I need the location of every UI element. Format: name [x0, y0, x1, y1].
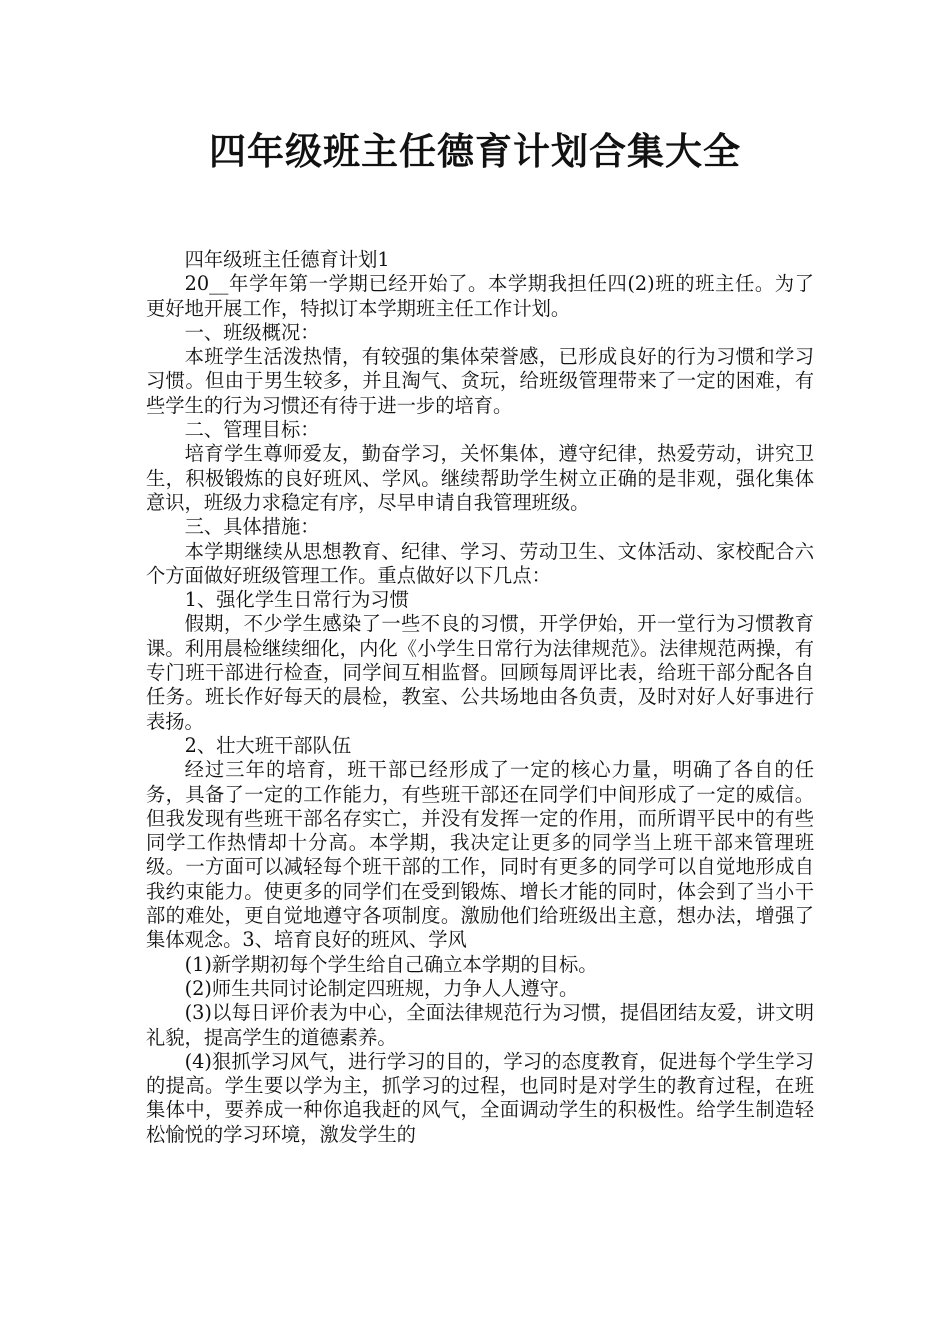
paragraph: 假期，不少学生感染了一些不良的习惯，开学伊始，开一堂行为习惯教育课。利用晨检继续细化，内化《小学生日常行为法律规范》。法律规范两操，有专门班干部进行检查，同学间互相监督。回顾每周评比表，给班干部分配各自任务。班长作好每天的晨检，教室、公共场地由各负责，及时对好人好事进行表扬。 [146, 612, 814, 733]
subsection-heading: 2、壮大班干部队伍 [184, 733, 352, 757]
list-item: (4)狠抓学习风气，进行学习的目的，学习的态度教育，促进每个学生学习的提高。学生要以学为主，抓学习的过程，也同时是对学生的教育过程，在班集体中，要养成一种你追我赶的风气，全面调动学生的积极性。给学生制造轻松愉悦的学习环境，激发学生的 [146, 1049, 814, 1146]
document-body [146, 248, 814, 1147]
paragraph: 培育学生尊师爱友，勤奋学习，关怀集体，遵守纪律，热爱劳动，讲究卫生，积极锻炼的良好班风、学风。继续帮助学生树立正确的是非观，强化集体意识，班级力求稳定有序，尽早申请自我管理班级。 [146, 442, 814, 514]
paragraph: 本班学生活泼热情，有较强的集体荣誉感，已形成良好的行为习惯和学习习惯。但由于男生较多，并且淘气、贪玩，给班级管理带来了一定的困难，有些学生的行为习惯还有待于进一步的培育。 [146, 345, 814, 417]
list-item: (3)以每日评价表为中心，全面法律规范行为习惯，提倡团结友爱，讲文明礼貌，提高学生的道德素养。 [146, 1001, 814, 1049]
paragraph: 20__年学年第一学期已经开始了。本学期我担任四(2)班的班主任。为了更好地开展工作，特拟订本学期班主任工作计划。 [146, 272, 814, 320]
section-heading: 二、管理目标： [184, 418, 320, 442]
section-heading: 一、班级概况： [184, 320, 320, 344]
paragraph-heading: 四年级班主任德育计划1 [184, 248, 390, 271]
subsection-heading: 1、强化学生日常行为习惯 [184, 588, 409, 612]
list-item: (1)新学期初每个学生给自己确立本学期的目标。 [184, 952, 598, 976]
document-title: 四年级班主任德育计划合集大全 [209, 130, 741, 173]
list-item: (2)师生共同讨论制定四班规，力争人人遵守。 [184, 976, 579, 1000]
paragraph: 经过三年的培育，班干部已经形成了一定的核心力量，明确了各自的任务，具备了一定的工作能力，有些班干部还在同学们中间形成了一定的威信。但我发现有些班干部名存实亡，并没有发挥一定的作用，而所谓平民中的有些同学工作热情却十分高。本学期，我决定让更多的同学当上班干部来管理班级。一方面可以减轻每个班干部的工作，同时有更多的同学可以自觉地形成自我约束能力。使更多的同学们在受到锻炼、增长才能的同时，体会到了当小干部的难处，更自觉地遵守各项制度。激励他们给班级出主意，想办法，增强了集体观念。3、培育良好的班风、学风 [146, 758, 814, 952]
paragraph: 本学期继续从思想教育、纪律、学习、劳动卫生、文体活动、家校配合六个方面做好班级管理工作。重点做好以下几点： [146, 539, 814, 587]
section-heading: 三、具体措施： [184, 515, 320, 539]
